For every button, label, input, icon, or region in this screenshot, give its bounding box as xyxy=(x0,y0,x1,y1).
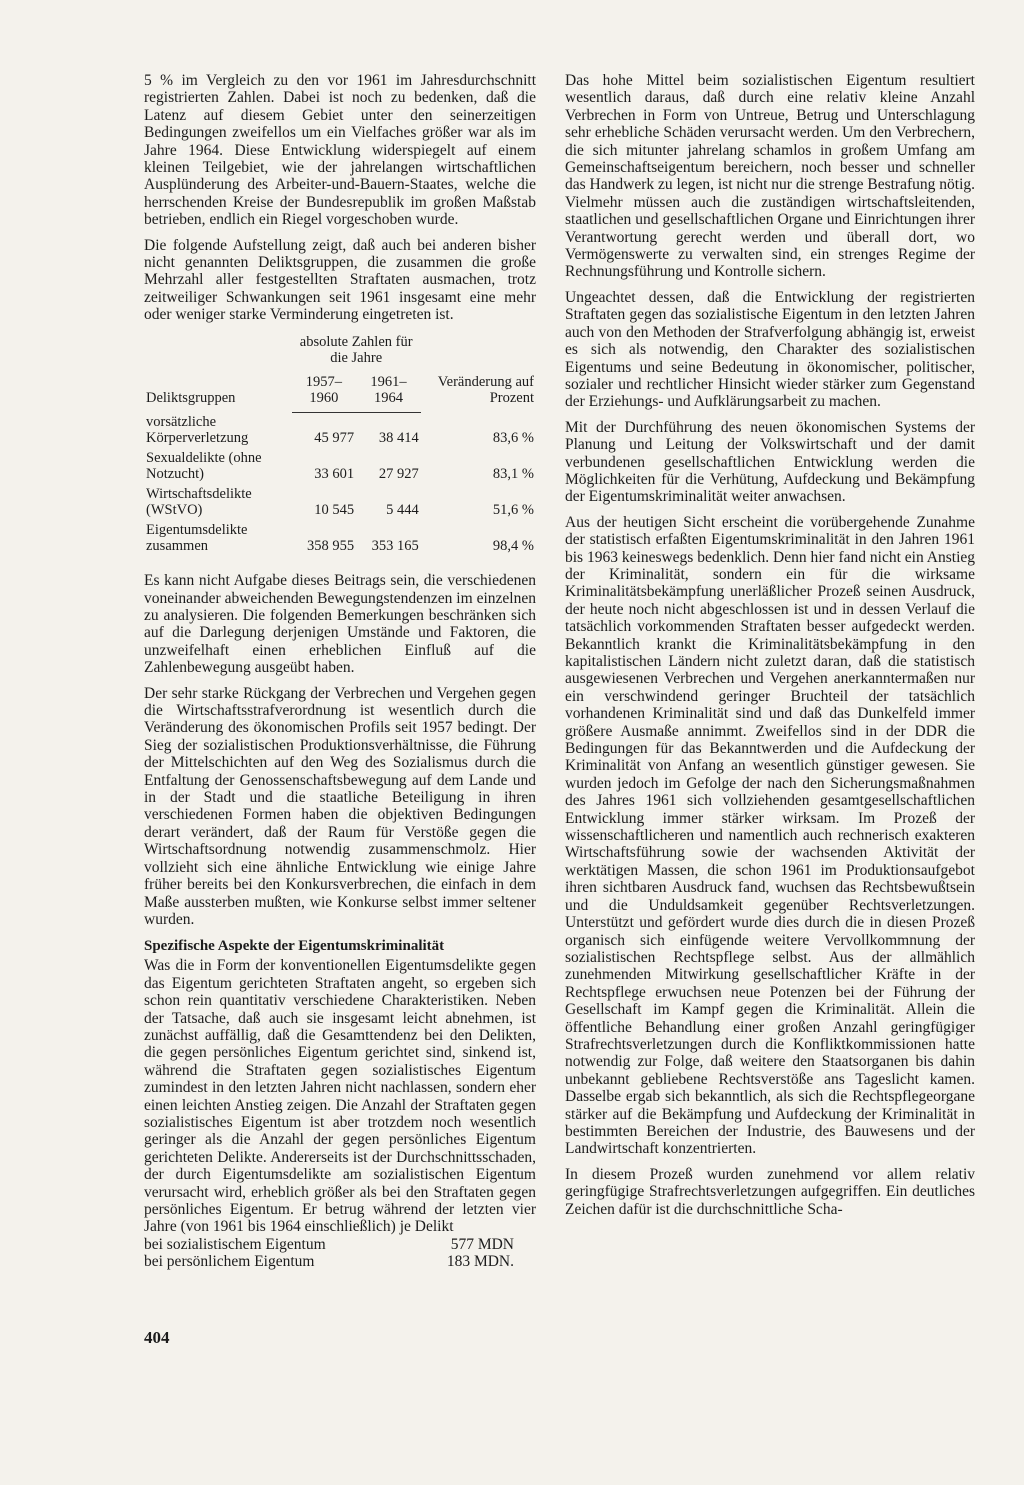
damage-label: bei sozialistischem Eigentum xyxy=(144,1235,326,1253)
page-number: 404 xyxy=(144,1328,170,1347)
cell-period-2: 353 165 xyxy=(371,538,419,555)
damage-row xyxy=(144,1253,514,1270)
statistics-table xyxy=(144,332,536,557)
table-header-group: Deliktsgruppen xyxy=(146,390,236,407)
right-column xyxy=(565,72,975,1226)
section-heading: Spezifische Aspekte der Eigentumskriminalität xyxy=(144,938,445,955)
damage-row xyxy=(144,1236,514,1253)
damage-value: 577 MDN xyxy=(450,1235,514,1253)
paragraph: Das hohe Mittel beim sozialistischen Eigentum resultiert wesentlich daraus, daß durch eine relativ kleine Anzahl Verbrechen in Form von Untreue, Betrug und Unterschlagung sehr erhebliche Schäden verursacht werden. Um den Verbrechern, die sich mitunter jahrelang schamlos in großem Umfang am Gemeinschaftseigentum bereichern, noch besser und schneller das Handwerk zu legen, ist nicht nur die strenge Bestrafung nötig. Vielmehr müssen auch die zuständigen wirtschaftsleitenden, staatlichen und gesellschaftlichen Organe und Einrichtungen ihrer Verantwortung gerecht werden und überall dort, wo Vermögenswerte zu verwalten sind, ein strenges Regime der Rechnungsführung und Kontrolle sichern. xyxy=(565,72,975,281)
paragraph: Die folgende Aufstellung zeigt, daß auch bei anderen bisher nicht genannten Deliktsgruppen, die zusammen die große Mehrzahl aller festgestellten Straftaten ausmachen, trotz zeitweiliger Schwankungen seit 1961 insgesamt eine mehr oder weniger starke Verminderung eingetreten ist. xyxy=(144,236,536,324)
table-header-period-1: 1957–1960 xyxy=(292,372,357,413)
cell-period-2: 27 927 xyxy=(378,466,419,483)
table-header-change: Veränderung auf Prozent xyxy=(437,374,534,407)
table-header-period-2: 1961–1964 xyxy=(356,372,421,413)
row-label: vorsätzliche Körperverletzung xyxy=(146,414,249,447)
table-row xyxy=(144,412,536,448)
paragraph: Es kann nicht Aufgabe dieses Beitrags sein, die verschiedenen voneinander abweichenden Bewegungstendenzen im einzelnen zu analysieren. Die folgenden Bemerkungen beschränken sich auf die Darlegung derjenigen Umstände und Faktoren, die unzweifelhaft einen erheblichen Einfluß auf die Zahlenbewegung ausgeübt haben. xyxy=(144,572,536,677)
cell-period-1: 33 601 xyxy=(314,466,355,483)
paragraph: 5 % im Vergleich zu den vor 1961 im Jahresdurchschnitt registrierten Zahlen. Dabei ist noch zu bedenken, daß die Latenz auf diesem Gebiet unter den seinerzeitigen Bedingungen zweifellos um ein Vielfaches größer war als im Jahre 1964. Diese Entwicklung widerspiegelt auf einem kleinen Teilgebiet, wie der jahrelangen wirtschaftlichen Ausplünderung des Arbeiter-und-Bauern-Staates, welche die herrschenden Kreise der Bundesrepublik im großen Maßstab betrieben, endlich ein Riegel vorgeschoben wurde. xyxy=(144,72,536,229)
paragraph: Was die in Form der konventionellen Eigentumsdelikte gegen das Eigentum gerichteten Straftaten angeht, so ergeben sich schon rein quantitativ verschiedene Charakteristiken. Neben der Tatsache, daß auch sie insgesamt leicht abnehmen, ist zunächst auffällig, daß die Gesamttendenz bei den Delikten, die gegen persönliches Eigentum gerichtet sind, sinkend ist, während die Straftaten gegen sozialistisches Eigentum zumindest in den letzten Jahren nicht nachlassen, sondern eher einen leichten Anstieg zeigen. Die Anzahl der Straftaten gegen sozialistisches Eigentum ist aber trotzdem noch wesentlich geringer als die Anzahl der gegen persönliches Eigentum gerichteten Delikte. Andererseits ist der Durchschnittsschaden, der durch Eigentumsdelikte am sozialistischen Eigentum verursacht wird, erheblich größer als bei den Straftaten gegen persönliches Eigentum. Er betrug während der letzten vier Jahre (von 1961 bis 1964 einschließlich) je Delikt xyxy=(144,957,536,1236)
row-label: Eigentumsdelikte zusammen xyxy=(146,522,248,555)
cell-period-1: 10 545 xyxy=(314,502,355,519)
cell-period-2: 38 414 xyxy=(378,430,419,447)
row-label: Sexualdelikte (ohne Notzucht) xyxy=(146,450,262,483)
damage-list xyxy=(144,1236,514,1271)
table-header-absolute: absolute Zahlen für die Jahre xyxy=(299,333,413,366)
damage-label: bei persönlichem Eigentum xyxy=(144,1253,315,1271)
table-row xyxy=(144,448,536,484)
paragraph: Aus der heutigen Sicht erscheint die vorübergehende Zunahme der statistisch erfaßten Eigentumskriminalität in den Jahren 1961 bis 1963 keineswegs bedenklich. Denn hier fand nicht ein Anstieg der Kriminalität, sondern ein für die wirksame Kriminalitätsbekämpfung unerläßlicher Prozeß seinen Ausdruck, der heute noch nicht abgeschlossen ist und in dessen Verlauf die tatsächlich vorkommenden Straftaten besser aufgedeckt werden. Bekanntlich krankt die Kriminalitätsbekämpfung in den kapitalistischen Ländern nicht zuletzt daran, daß die statistisch ausgewiesenen Verbrechen und Vergehen anerkanntermaßen nur ein verschwindend geringer Bruchteil der tatsächlich vorhandenen Kriminalität sind und daß das Dunkelfeld immer größere Ausmaße annimmt. Zweifellos sind in der DDR die Bedingungen für das Bekanntwerden und die Aufdeckung der Kriminalität von Anfang an wesentlich günstiger gewesen. Sie wurden jedoch im Gefolge der nach den Sicherungsmaßnahmen des Jahres 1961 sich vollziehenden gesamtgesellschaftlichen Entwicklung immer stärker wirksam. Im Prozeß der wissenschaftlicheren und namentlich auch rechnerisch exakteren Wirtschaftsführung sowie der wachsenden Aktivität der werktätigen Massen, die schon 1961 im Produktionsaufgebot ihren sichtbaren Ausdruck fand, wuchsen das Rechtsbewußtsein und die Unduldsamkeit gegenüber Rechtsverletzungen. Unterstützt und gefördert wurde dies durch die in diesen Prozeß organisch sich einfügende weitere Vervollkommnung der sozialistischen Rechtspflege selbst. Aus der allmählich zunehmenden Mitwirkung gesellschaftlicher Kräfte in der Rechtspflege erwuchsen neue Potenzen bei der Führung der Gesellschaft im Kampf gegen die Kriminalität. Allein die öffentliche Behandlung einer großen Anzahl geringfügiger Strafrechtsverletzungen durch die Konfliktkommissionen hatte notwendig zur Folge, daß weitere den Staatsorganen bis dahin unbekannt gebliebene Rechtsverstöße ans Tageslicht kamen. Dasselbe ergab sich bekanntlich, als sich die Rechtspflegeorgane stärker auf die Bekämpfung und Aufdeckung der Kriminalität in bestimmten Bereichen der Industrie, des Bauwesens und der Landwirtschaft konzentrierten. xyxy=(565,513,975,1158)
paragraph: Der sehr starke Rückgang der Verbrechen und Vergehen gegen die Wirtschaftsstrafverordnung ist wesentlich durch die Veränderung des ökonomischen Profils seit 1957 bedingt. Der Sieg der sozialistischen Produktionsverhältnisse, die Führung der Mittelschichten auf den Weg des Sozialismus durch die Entfaltung der Genossenschaftsbewegung auf dem Lande und in der Stadt und die staatliche Beteiligung in ihren verschiedenen Formen haben die objektiven Bedingungen derart verändert, daß der Raum für Verstöße gegen die Wirtschaftsordnung notwendig zusammenschmolz. Hier vollzieht sich eine ähnliche Entwicklung wie einige Jahre früher bereits bei den Konkursverbrechen, die einfach in dem Maße aussterben mußten, wie Konkurse selbst immer seltener wurden. xyxy=(144,684,536,928)
cell-period-1: 45 977 xyxy=(314,430,355,447)
cell-change: 98,4 % xyxy=(492,538,534,555)
paragraph: Ungeachtet dessen, daß die Entwicklung der registrierten Straftaten gegen das sozialistische Eigentum in den letzten Jahren auch von den Methoden der Strafverfolgung abhängig ist, erweist es sich als notwendig, den Charakter des sozialistischen Eigentums und seine Bedeutung in ökonomischer, politischer, sozialer und rechtlicher Hinsicht wieder stärker zum Gegenstand der Erziehungs- und Aufklärungsarbeit zu machen. xyxy=(565,288,975,411)
cell-change: 83,6 % xyxy=(492,430,534,447)
cell-period-1: 358 955 xyxy=(307,538,355,555)
cell-change: 83,1 % xyxy=(492,466,534,483)
paragraph: In diesem Prozeß wurden zunehmend vor allem relativ geringfügige Strafrechtsverletzungen aufgegriffen. Ein deutliches Zeichen dafür ist die durchschnittliche Scha- xyxy=(565,1165,975,1218)
cell-change: 51,6 % xyxy=(492,502,534,519)
table-row xyxy=(144,520,536,556)
table-row xyxy=(144,484,536,520)
row-label: Wirtschaftsdelikte (WStVO) xyxy=(146,486,252,519)
damage-value: 183 MDN. xyxy=(446,1253,514,1271)
left-column xyxy=(144,72,536,1271)
paragraph: Mit der Durchführung des neuen ökonomischen Systems der Planung und Leitung der Volkswirtschaft und der damit verbundenen gesellschaftlichen Entwicklung werden die Möglichkeiten für die Verhütung, Aufdeckung und Bekämpfung der Eigentumskriminalität weiter anwachsen. xyxy=(565,418,975,506)
cell-period-2: 5 444 xyxy=(386,502,419,519)
